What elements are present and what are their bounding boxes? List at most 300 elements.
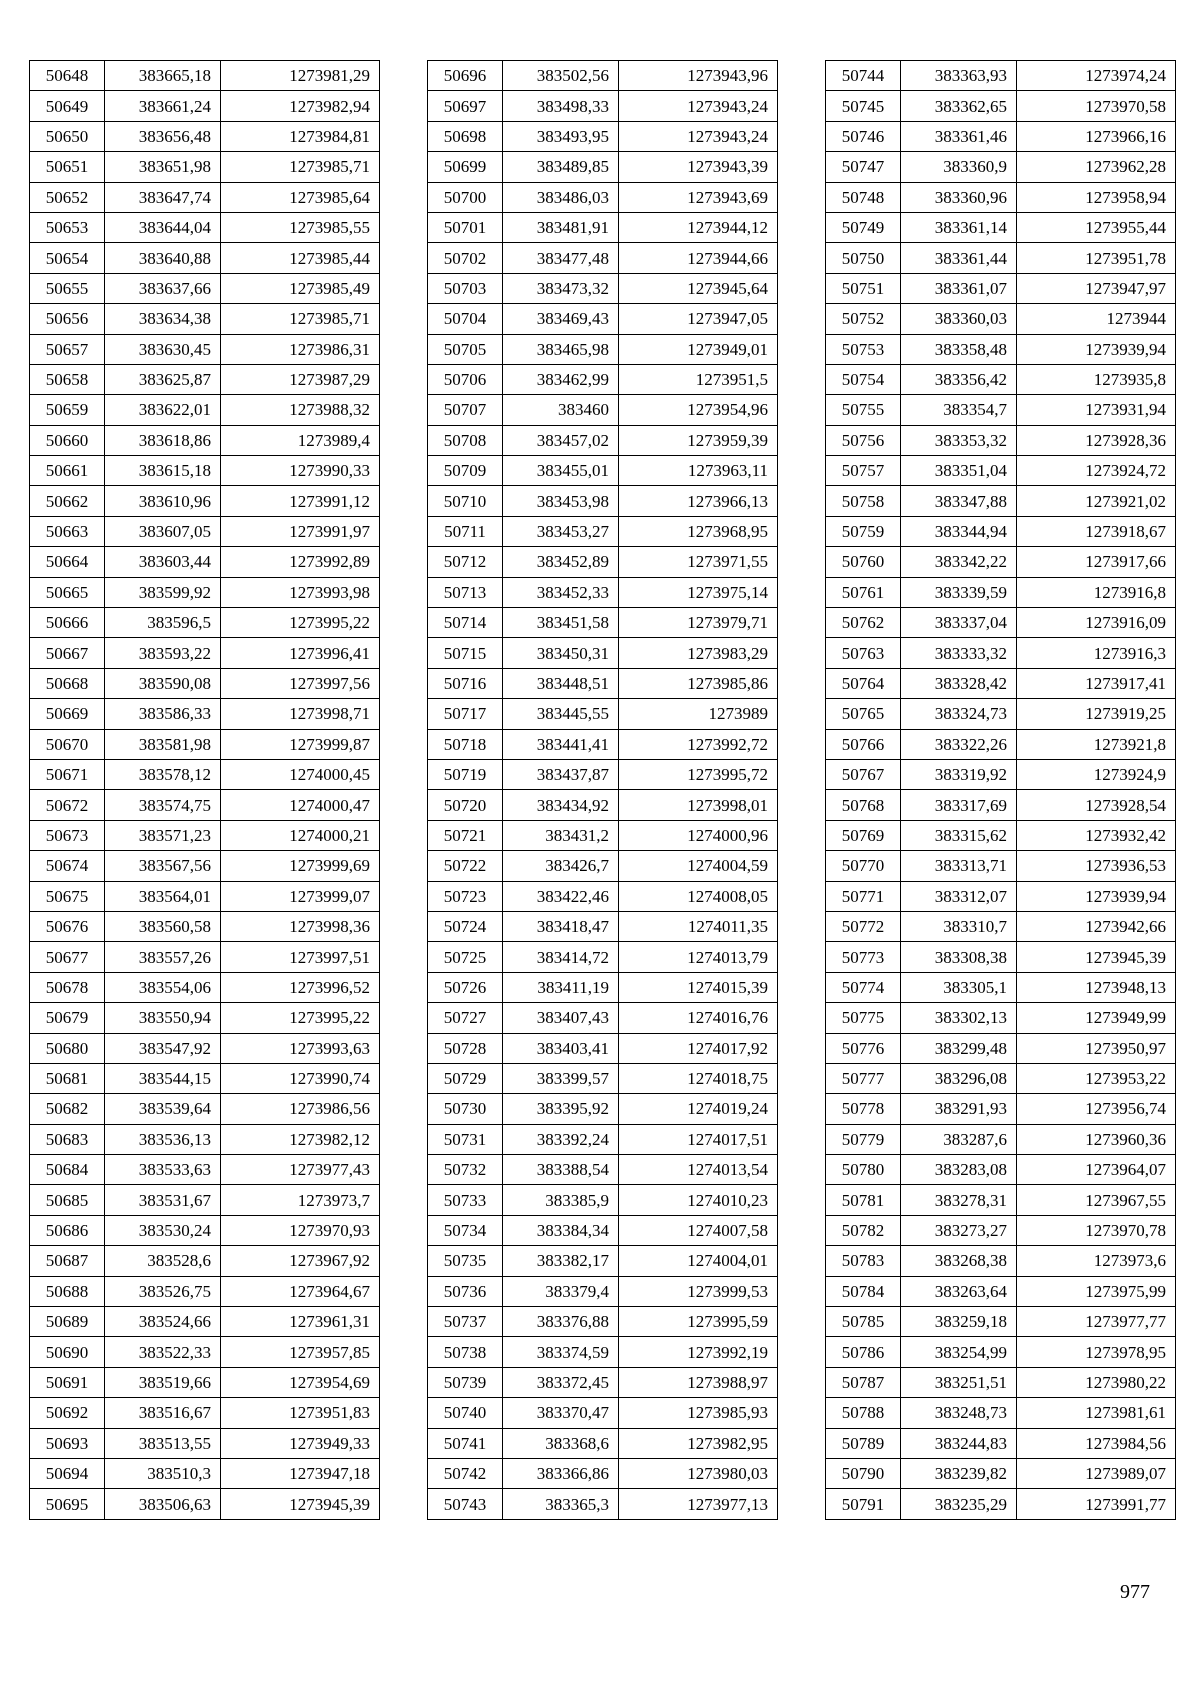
point-number-cell: 50785: [826, 1307, 901, 1337]
point-number-cell: 50764: [826, 668, 901, 698]
table-row: [826, 820, 1176, 850]
y-coordinate-cell: 1273924,9: [1017, 759, 1176, 789]
y-coordinate-cell: 1273953,22: [1017, 1063, 1176, 1093]
point-number-cell: 50767: [826, 759, 901, 789]
table-row: [30, 1003, 380, 1033]
table-row: [30, 911, 380, 941]
point-number-cell: 50774: [826, 972, 901, 1002]
table-row: [428, 1246, 778, 1276]
y-coordinate-cell: 1274017,51: [619, 1124, 778, 1154]
table-row: [30, 1063, 380, 1093]
x-coordinate-cell: 383644,04: [105, 212, 221, 242]
y-coordinate-cell: 1273945,39: [1017, 942, 1176, 972]
y-coordinate-cell: 1273975,14: [619, 577, 778, 607]
point-number-cell: 50700: [428, 182, 503, 212]
point-number-cell: 50725: [428, 942, 503, 972]
table-row: [826, 1367, 1176, 1397]
point-number-cell: 50761: [826, 577, 901, 607]
point-number-cell: 50677: [30, 942, 105, 972]
table-row: [428, 243, 778, 273]
x-coordinate-cell: 383361,44: [901, 243, 1017, 273]
point-number-cell: 50711: [428, 516, 503, 546]
x-coordinate-cell: 383431,2: [503, 820, 619, 850]
y-coordinate-cell: 1273990,74: [221, 1063, 380, 1093]
y-coordinate-cell: 1273928,36: [1017, 425, 1176, 455]
point-number-cell: 50778: [826, 1094, 901, 1124]
y-coordinate-cell: 1273983,29: [619, 638, 778, 668]
y-coordinate-cell: 1273989,4: [221, 425, 380, 455]
y-coordinate-cell: 1273973,7: [221, 1185, 380, 1215]
x-coordinate-cell: 383522,33: [105, 1337, 221, 1367]
y-coordinate-cell: 1273982,95: [619, 1428, 778, 1458]
x-coordinate-cell: 383296,08: [901, 1063, 1017, 1093]
x-coordinate-cell: 383361,14: [901, 212, 1017, 242]
x-coordinate-cell: 383550,94: [105, 1003, 221, 1033]
x-coordinate-cell: 383581,98: [105, 729, 221, 759]
point-number-cell: 50693: [30, 1428, 105, 1458]
x-coordinate-cell: 383248,73: [901, 1398, 1017, 1428]
x-coordinate-cell: 383251,51: [901, 1367, 1017, 1397]
y-coordinate-cell: 1273977,13: [619, 1489, 778, 1519]
point-number-cell: 50697: [428, 91, 503, 121]
point-number-cell: 50661: [30, 456, 105, 486]
table-row: [30, 699, 380, 729]
table-row: [826, 790, 1176, 820]
point-number-cell: 50729: [428, 1063, 503, 1093]
table-row: [826, 243, 1176, 273]
point-number-cell: 50715: [428, 638, 503, 668]
table-row: [428, 1155, 778, 1185]
table-row: [428, 638, 778, 668]
y-coordinate-cell: 1273939,94: [1017, 334, 1176, 364]
y-coordinate-cell: 1273995,72: [619, 759, 778, 789]
x-coordinate-cell: 383586,33: [105, 699, 221, 729]
x-coordinate-cell: 383379,4: [503, 1276, 619, 1306]
point-number-cell: 50788: [826, 1398, 901, 1428]
x-coordinate-cell: 383239,82: [901, 1458, 1017, 1488]
x-coordinate-cell: 383403,41: [503, 1033, 619, 1063]
y-coordinate-cell: 1273947,18: [221, 1458, 380, 1488]
x-coordinate-cell: 383516,67: [105, 1398, 221, 1428]
table-row: [826, 304, 1176, 334]
point-number-cell: 50786: [826, 1337, 901, 1367]
y-coordinate-cell: 1273944: [1017, 304, 1176, 334]
y-coordinate-cell: 1273943,24: [619, 121, 778, 151]
point-number-cell: 50739: [428, 1367, 503, 1397]
table-row: [826, 121, 1176, 151]
table-row: [428, 668, 778, 698]
y-coordinate-cell: 1273916,09: [1017, 608, 1176, 638]
table-row: [30, 1337, 380, 1367]
table-row: [826, 851, 1176, 881]
x-coordinate-cell: 383607,05: [105, 516, 221, 546]
table-row: [428, 486, 778, 516]
x-coordinate-cell: 383524,66: [105, 1307, 221, 1337]
x-coordinate-cell: 383302,13: [901, 1003, 1017, 1033]
table-row: [826, 364, 1176, 394]
y-coordinate-cell: 1273960,36: [1017, 1124, 1176, 1154]
point-number-cell: 50751: [826, 273, 901, 303]
table-row: [428, 1003, 778, 1033]
table-row: [30, 1367, 380, 1397]
y-coordinate-cell: 1273980,22: [1017, 1367, 1176, 1397]
point-number-cell: 50696: [428, 61, 503, 91]
table-row: [30, 61, 380, 91]
point-number-cell: 50773: [826, 942, 901, 972]
y-coordinate-cell: 1273997,56: [221, 668, 380, 698]
y-coordinate-cell: 1273943,39: [619, 152, 778, 182]
table-row: [826, 1398, 1176, 1428]
table-row: [826, 61, 1176, 91]
x-coordinate-cell: 383411,19: [503, 972, 619, 1002]
x-coordinate-cell: 383362,65: [901, 91, 1017, 121]
table-row: [30, 638, 380, 668]
x-coordinate-cell: 383356,42: [901, 364, 1017, 394]
y-coordinate-cell: 1273991,97: [221, 516, 380, 546]
table-row: [428, 516, 778, 546]
point-number-cell: 50734: [428, 1215, 503, 1245]
table-row: [826, 881, 1176, 911]
y-coordinate-cell: 1273951,5: [619, 364, 778, 394]
x-coordinate-cell: 383445,55: [503, 699, 619, 729]
x-coordinate-cell: 383625,87: [105, 364, 221, 394]
x-coordinate-cell: 383634,38: [105, 304, 221, 334]
x-coordinate-cell: 383384,34: [503, 1215, 619, 1245]
y-coordinate-cell: 1273928,54: [1017, 790, 1176, 820]
table-row: [428, 182, 778, 212]
point-number-cell: 50740: [428, 1398, 503, 1428]
x-coordinate-cell: 383299,48: [901, 1033, 1017, 1063]
y-coordinate-cell: 1273988,97: [619, 1367, 778, 1397]
point-number-cell: 50663: [30, 516, 105, 546]
table-row: [30, 425, 380, 455]
x-coordinate-cell: 383385,9: [503, 1185, 619, 1215]
y-coordinate-cell: 1273958,94: [1017, 182, 1176, 212]
table-row: [30, 1398, 380, 1428]
y-coordinate-cell: 1273990,33: [221, 456, 380, 486]
point-number-cell: 50783: [826, 1246, 901, 1276]
table-row: [30, 334, 380, 364]
point-number-cell: 50790: [826, 1458, 901, 1488]
y-coordinate-cell: 1273977,77: [1017, 1307, 1176, 1337]
table-row: [30, 729, 380, 759]
x-coordinate-cell: 383599,92: [105, 577, 221, 607]
point-number-cell: 50678: [30, 972, 105, 1002]
point-number-cell: 50651: [30, 152, 105, 182]
x-coordinate-cell: 383376,88: [503, 1307, 619, 1337]
table-row: [826, 1337, 1176, 1367]
x-coordinate-cell: 383530,24: [105, 1215, 221, 1245]
x-coordinate-cell: 383399,57: [503, 1063, 619, 1093]
y-coordinate-cell: 1273949,99: [1017, 1003, 1176, 1033]
x-coordinate-cell: 383374,59: [503, 1337, 619, 1367]
point-number-cell: 50766: [826, 729, 901, 759]
x-coordinate-cell: 383407,43: [503, 1003, 619, 1033]
point-number-cell: 50737: [428, 1307, 503, 1337]
x-coordinate-cell: 383596,5: [105, 608, 221, 638]
x-coordinate-cell: 383333,32: [901, 638, 1017, 668]
point-number-cell: 50658: [30, 364, 105, 394]
y-coordinate-cell: 1273980,03: [619, 1458, 778, 1488]
y-coordinate-cell: 1273975,99: [1017, 1276, 1176, 1306]
y-coordinate-cell: 1273924,72: [1017, 456, 1176, 486]
table-row: [30, 1307, 380, 1337]
x-coordinate-cell: 383622,01: [105, 395, 221, 425]
y-coordinate-cell: 1273987,29: [221, 364, 380, 394]
table-row: [826, 91, 1176, 121]
table-row: [30, 486, 380, 516]
x-coordinate-cell: 383328,42: [901, 668, 1017, 698]
point-number-cell: 50750: [826, 243, 901, 273]
table-row: [826, 1307, 1176, 1337]
x-coordinate-cell: 383313,71: [901, 851, 1017, 881]
point-number-cell: 50719: [428, 759, 503, 789]
table-row: [428, 1367, 778, 1397]
x-coordinate-cell: 383453,98: [503, 486, 619, 516]
point-number-cell: 50664: [30, 547, 105, 577]
y-coordinate-cell: 1273998,01: [619, 790, 778, 820]
point-number-cell: 50742: [428, 1458, 503, 1488]
point-number-cell: 50743: [428, 1489, 503, 1519]
point-number-cell: 50784: [826, 1276, 901, 1306]
y-coordinate-cell: 1273947,97: [1017, 273, 1176, 303]
table-row: [428, 699, 778, 729]
x-coordinate-cell: 383337,04: [901, 608, 1017, 638]
x-coordinate-cell: 383358,48: [901, 334, 1017, 364]
y-coordinate-cell: 1273947,05: [619, 304, 778, 334]
x-coordinate-cell: 383510,3: [105, 1458, 221, 1488]
table-row: [826, 1094, 1176, 1124]
y-coordinate-cell: 1273977,43: [221, 1155, 380, 1185]
table-row: [30, 91, 380, 121]
table-row: [428, 1094, 778, 1124]
point-number-cell: 50718: [428, 729, 503, 759]
point-number-cell: 50710: [428, 486, 503, 516]
point-number-cell: 50684: [30, 1155, 105, 1185]
table-row: [30, 273, 380, 303]
table-row: [30, 121, 380, 151]
point-number-cell: 50666: [30, 608, 105, 638]
table-row: [30, 182, 380, 212]
x-coordinate-cell: 383477,48: [503, 243, 619, 273]
x-coordinate-cell: 383519,66: [105, 1367, 221, 1397]
x-coordinate-cell: 383465,98: [503, 334, 619, 364]
x-coordinate-cell: 383526,75: [105, 1276, 221, 1306]
point-number-cell: 50668: [30, 668, 105, 698]
x-coordinate-cell: 383392,24: [503, 1124, 619, 1154]
point-number-cell: 50660: [30, 425, 105, 455]
x-coordinate-cell: 383590,08: [105, 668, 221, 698]
table-row: [428, 1458, 778, 1488]
point-number-cell: 50723: [428, 881, 503, 911]
point-number-cell: 50759: [826, 516, 901, 546]
point-number-cell: 50757: [826, 456, 901, 486]
y-coordinate-cell: 1274018,75: [619, 1063, 778, 1093]
table-row: [428, 1428, 778, 1458]
y-coordinate-cell: 1273996,41: [221, 638, 380, 668]
table-row: [428, 942, 778, 972]
x-coordinate-cell: 383547,92: [105, 1033, 221, 1063]
point-number-cell: 50782: [826, 1215, 901, 1245]
table-row: [826, 334, 1176, 364]
y-coordinate-cell: 1273942,66: [1017, 911, 1176, 941]
table-row: [428, 820, 778, 850]
point-number-cell: 50781: [826, 1185, 901, 1215]
x-coordinate-cell: 383291,93: [901, 1094, 1017, 1124]
point-number-cell: 50706: [428, 364, 503, 394]
point-number-cell: 50672: [30, 790, 105, 820]
y-coordinate-cell: 1273995,22: [221, 608, 380, 638]
x-coordinate-cell: 383259,18: [901, 1307, 1017, 1337]
y-coordinate-cell: 1274000,96: [619, 820, 778, 850]
y-coordinate-cell: 1273943,69: [619, 182, 778, 212]
x-coordinate-cell: 383493,95: [503, 121, 619, 151]
y-coordinate-cell: 1273966,16: [1017, 121, 1176, 151]
y-coordinate-cell: 1273954,69: [221, 1367, 380, 1397]
y-coordinate-cell: 1273967,55: [1017, 1185, 1176, 1215]
x-coordinate-cell: 383640,88: [105, 243, 221, 273]
x-coordinate-cell: 383315,62: [901, 820, 1017, 850]
y-coordinate-cell: 1273992,72: [619, 729, 778, 759]
x-coordinate-cell: 383235,29: [901, 1489, 1017, 1519]
y-coordinate-cell: 1273985,49: [221, 273, 380, 303]
table-row: [826, 729, 1176, 759]
x-coordinate-cell: 383452,33: [503, 577, 619, 607]
table-row: [428, 1398, 778, 1428]
point-number-cell: 50749: [826, 212, 901, 242]
point-number-cell: 50746: [826, 121, 901, 151]
x-coordinate-cell: 383451,58: [503, 608, 619, 638]
y-coordinate-cell: 1273962,28: [1017, 152, 1176, 182]
x-coordinate-cell: 383360,03: [901, 304, 1017, 334]
y-coordinate-cell: 1273998,71: [221, 699, 380, 729]
y-coordinate-cell: 1273918,67: [1017, 516, 1176, 546]
table-row: [826, 1458, 1176, 1488]
x-coordinate-cell: 383453,27: [503, 516, 619, 546]
point-number-cell: 50726: [428, 972, 503, 1002]
table-row: [30, 790, 380, 820]
point-number-cell: 50669: [30, 699, 105, 729]
point-number-cell: 50695: [30, 1489, 105, 1519]
point-number-cell: 50652: [30, 182, 105, 212]
x-coordinate-cell: 383312,07: [901, 881, 1017, 911]
point-number-cell: 50685: [30, 1185, 105, 1215]
y-coordinate-cell: 1273970,58: [1017, 91, 1176, 121]
y-coordinate-cell: 1273921,8: [1017, 729, 1176, 759]
y-coordinate-cell: 1273996,52: [221, 972, 380, 1002]
y-coordinate-cell: 1273971,55: [619, 547, 778, 577]
y-coordinate-cell: 1273970,78: [1017, 1215, 1176, 1245]
coordinates-table-middle: [427, 60, 778, 1520]
table-row: [30, 243, 380, 273]
x-coordinate-cell: 383344,94: [901, 516, 1017, 546]
table-row: [428, 212, 778, 242]
x-coordinate-cell: 383244,83: [901, 1428, 1017, 1458]
y-coordinate-cell: 1274016,76: [619, 1003, 778, 1033]
x-coordinate-cell: 383395,92: [503, 1094, 619, 1124]
point-number-cell: 50650: [30, 121, 105, 151]
y-coordinate-cell: 1273966,13: [619, 486, 778, 516]
x-coordinate-cell: 383544,15: [105, 1063, 221, 1093]
table-row: [30, 516, 380, 546]
table-row: [428, 1307, 778, 1337]
y-coordinate-cell: 1274000,47: [221, 790, 380, 820]
point-number-cell: 50682: [30, 1094, 105, 1124]
table-row: [826, 456, 1176, 486]
point-number-cell: 50748: [826, 182, 901, 212]
x-coordinate-cell: 383618,86: [105, 425, 221, 455]
point-number-cell: 50730: [428, 1094, 503, 1124]
point-number-cell: 50722: [428, 851, 503, 881]
point-number-cell: 50738: [428, 1337, 503, 1367]
x-coordinate-cell: 383571,23: [105, 820, 221, 850]
table-row: [826, 182, 1176, 212]
x-coordinate-cell: 383665,18: [105, 61, 221, 91]
x-coordinate-cell: 383287,6: [901, 1124, 1017, 1154]
point-number-cell: 50747: [826, 152, 901, 182]
x-coordinate-cell: 383661,24: [105, 91, 221, 121]
y-coordinate-cell: 1273991,12: [221, 486, 380, 516]
table-row: [428, 759, 778, 789]
point-number-cell: 50702: [428, 243, 503, 273]
point-number-cell: 50712: [428, 547, 503, 577]
y-coordinate-cell: 1273993,98: [221, 577, 380, 607]
x-coordinate-cell: 383578,12: [105, 759, 221, 789]
point-number-cell: 50679: [30, 1003, 105, 1033]
table-row: [826, 486, 1176, 516]
table-row: [428, 881, 778, 911]
table-row: [826, 1215, 1176, 1245]
x-coordinate-cell: 383506,63: [105, 1489, 221, 1519]
table-row: [826, 699, 1176, 729]
y-coordinate-cell: 1273931,94: [1017, 395, 1176, 425]
point-number-cell: 50721: [428, 820, 503, 850]
page-number: 977: [1120, 1581, 1150, 1603]
x-coordinate-cell: 383370,47: [503, 1398, 619, 1428]
x-coordinate-cell: 383441,41: [503, 729, 619, 759]
point-number-cell: 50694: [30, 1458, 105, 1488]
y-coordinate-cell: 1273944,12: [619, 212, 778, 242]
x-coordinate-cell: 383324,73: [901, 699, 1017, 729]
y-coordinate-cell: 1273982,94: [221, 91, 380, 121]
point-number-cell: 50789: [826, 1428, 901, 1458]
table-row: [428, 334, 778, 364]
table-row: [826, 516, 1176, 546]
point-number-cell: 50758: [826, 486, 901, 516]
point-number-cell: 50656: [30, 304, 105, 334]
point-number-cell: 50777: [826, 1063, 901, 1093]
table-row: [30, 1155, 380, 1185]
table-row: [30, 942, 380, 972]
y-coordinate-cell: 1273951,78: [1017, 243, 1176, 273]
table-row: [428, 577, 778, 607]
point-number-cell: 50686: [30, 1215, 105, 1245]
table-row: [30, 1124, 380, 1154]
x-coordinate-cell: 383254,99: [901, 1337, 1017, 1367]
y-coordinate-cell: 1273992,19: [619, 1337, 778, 1367]
point-number-cell: 50780: [826, 1155, 901, 1185]
y-coordinate-cell: 1273917,66: [1017, 547, 1176, 577]
table-row: [428, 456, 778, 486]
table-row: [30, 1428, 380, 1458]
x-coordinate-cell: 383322,26: [901, 729, 1017, 759]
point-number-cell: 50771: [826, 881, 901, 911]
table-row: [826, 668, 1176, 698]
point-number-cell: 50709: [428, 456, 503, 486]
x-coordinate-cell: 383353,32: [901, 425, 1017, 455]
table-row: [826, 425, 1176, 455]
x-coordinate-cell: 383557,26: [105, 942, 221, 972]
